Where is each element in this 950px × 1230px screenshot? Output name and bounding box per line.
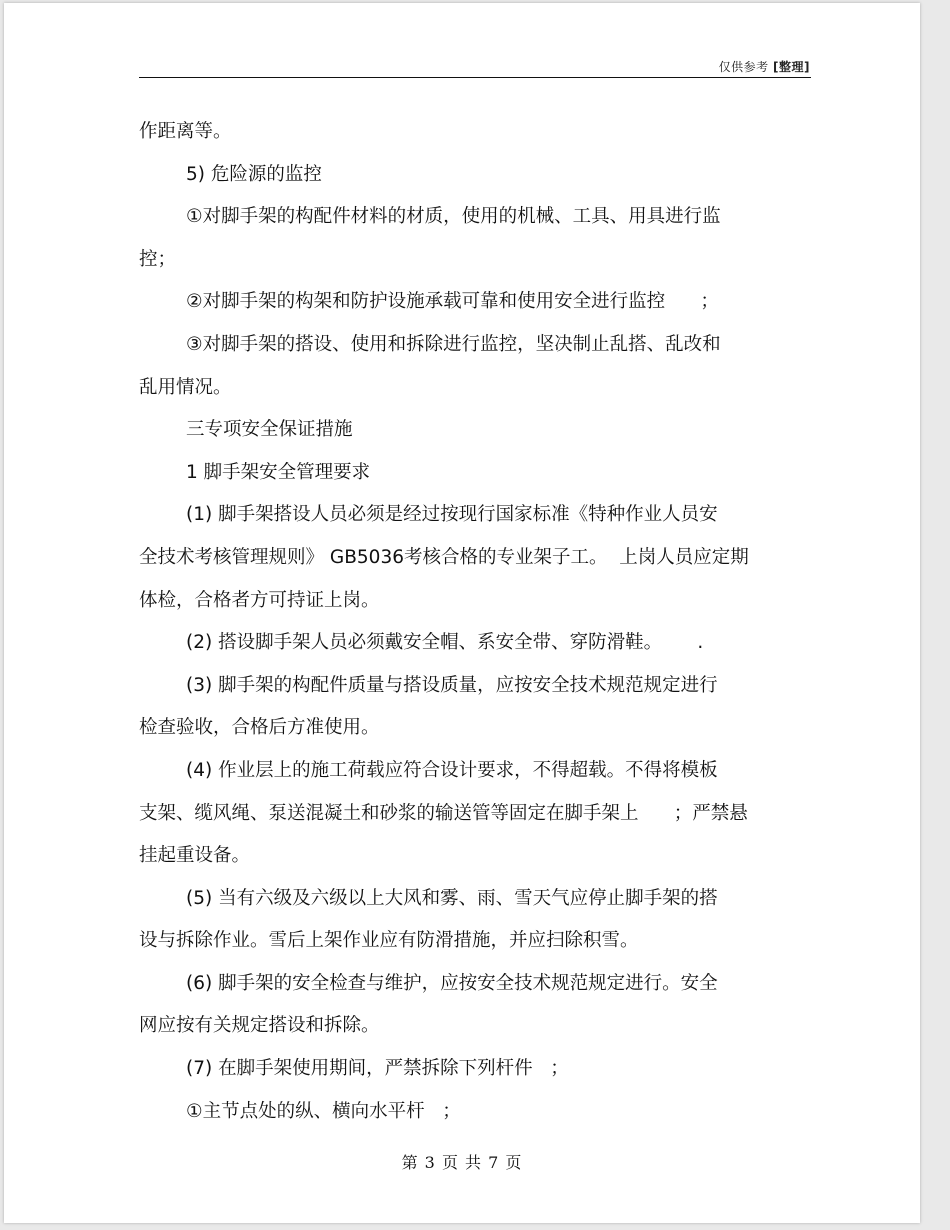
text-line: 作距离等。 [139,121,232,142]
text-line: ①主节点处的纵、横向水平杆 ； [186,1100,461,1122]
text-line: 全技术考核管理规则》 GB5036考核合格的专业架子工。 上岗人员应定期 [139,546,749,568]
text-line: 5) 危险源的监控 [186,163,322,185]
document-page [4,3,920,1223]
text-line: (5) 当有六级及六级以上大风和雾、雨、雪天气应停止脚手架的搭 [186,887,718,909]
text-line: 网应按有关规定搭设和拆除。 [139,1015,380,1037]
text-line: 体检，合格者方可持证上岗。 [139,589,380,611]
text-line: 1 脚手架安全管理要求 [186,461,371,483]
text-line: (1) 脚手架搭设人员必须是经过按现行国家标准《特种作业人员安 [186,504,718,526]
text-line: 挂起重设备。 [139,845,251,867]
body-text [139,111,819,1133]
text-line: (3) 脚手架的构配件质量与搭设质量，应按安全技术规范规定进行 [186,674,718,696]
text-line: 乱用情况。 [139,376,232,398]
text-line: (2) 搭设脚手架人员必须戴安全帽、系安全带、穿防滑鞋。 . [186,632,704,654]
text-line: 检查验收，合格后方准使用。 [139,717,380,739]
header-tag: [整理] [773,60,810,74]
header-divider [139,77,811,78]
text-line: 支架、缆风绳、泵送混凝土和砂浆的输送管等固定在脚手架上 ；严禁悬 [139,802,748,824]
text-line: ②对脚手架的构架和防护设施承载可靠和使用安全进行监控 ； [186,291,719,313]
page-number-footer: 第 3 页 共 7 页 [401,1153,523,1172]
header-note: 仅供参考 [718,60,769,74]
text-line: (7) 在脚手架使用期间，严禁拆除下列杆件 ； [186,1058,569,1080]
page-header [719,58,810,75]
text-line: ①对脚手架的构配件材料的材质，使用的机械、工具、用具进行监 [186,206,721,228]
text-line: 设与拆除作业。雪后上架作业应有防滑措施，并应扫除积雪。 [139,930,639,952]
text-line: ③对脚手架的搭设、使用和拆除进行监控，坚决制止乱搭、乱改和 [186,333,721,355]
text-line: (4) 作业层上的施工荷载应符合设计要求，不得超载。不得将模板 [186,759,718,781]
text-line: (6) 脚手架的安全检查与维护，应按安全技术规范规定进行。安全 [186,972,718,994]
text-line: 三专项安全保证措施 [186,419,353,441]
text-line: 控； [139,248,177,270]
